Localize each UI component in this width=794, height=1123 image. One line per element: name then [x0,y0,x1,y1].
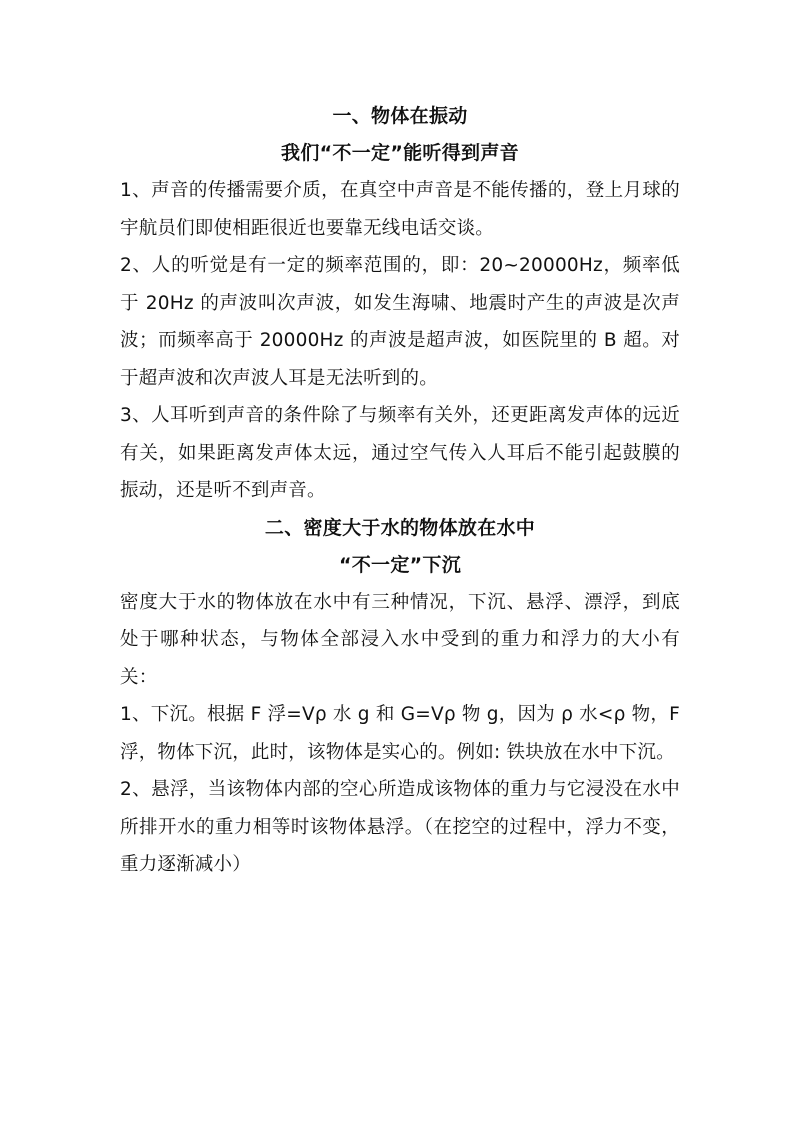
section2-title: 二、密度大于水的物体放在水中 [264,516,536,539]
section1-item-3: 3、人耳听到声音的条件除了与频率有关外，还更距离发声体的远近有关，如果距离发声体太远，通过空气传入人耳后不能引起鼓膜的振动，还是听不到声音。 [120,405,680,501]
section1-subtitle: 我们“不一定”能听得到声音 [281,142,519,164]
section2-intro: 密度大于水的物体放在水中有三种情况，下沉、悬浮、漂浮，到底处于哪种状态，与物体全部浸入水中受到的重力和浮力的大小有关： [120,591,680,688]
section1-title: 一、物体在振动 [332,105,468,127]
section1-item-1: 1、声音的传播需要介质，在真空中声音是不能传播的，登上月球的宇航员们即使相距很近也要靠无线电话交谈。 [120,180,680,239]
document-page [120,98,680,884]
section2-subtitle: “不一定”下沉 [338,553,462,576]
section2-item-1: 1、下沉。根据 F 浮=Vρ 水 g 和 G=Vρ 物 g，因为 ρ 水<ρ 物，F 浮，物体下沉，此时，该物体是实心的。例如: 铁块放在水中下沉。 [120,704,680,763]
section2-item-2: 2、悬浮，当该物体内部的空心所造成该物体的重力与它浸没在水中所排开水的重力相等时该物体悬浮。（在挖空的过程中，浮力不变，重力逐渐减小） [120,779,680,875]
section1-item-2: 2、人的听觉是有一定的频率范围的，即：20~20000Hz，频率低于 20Hz 的声波叫次声波，如发生海啸、地震时产生的声波是次声波；而频率高于 20000Hz 的声波是超声波，如医院里的 B 超。对于超声波和次声波人耳是无法听到的。 [120,255,680,389]
